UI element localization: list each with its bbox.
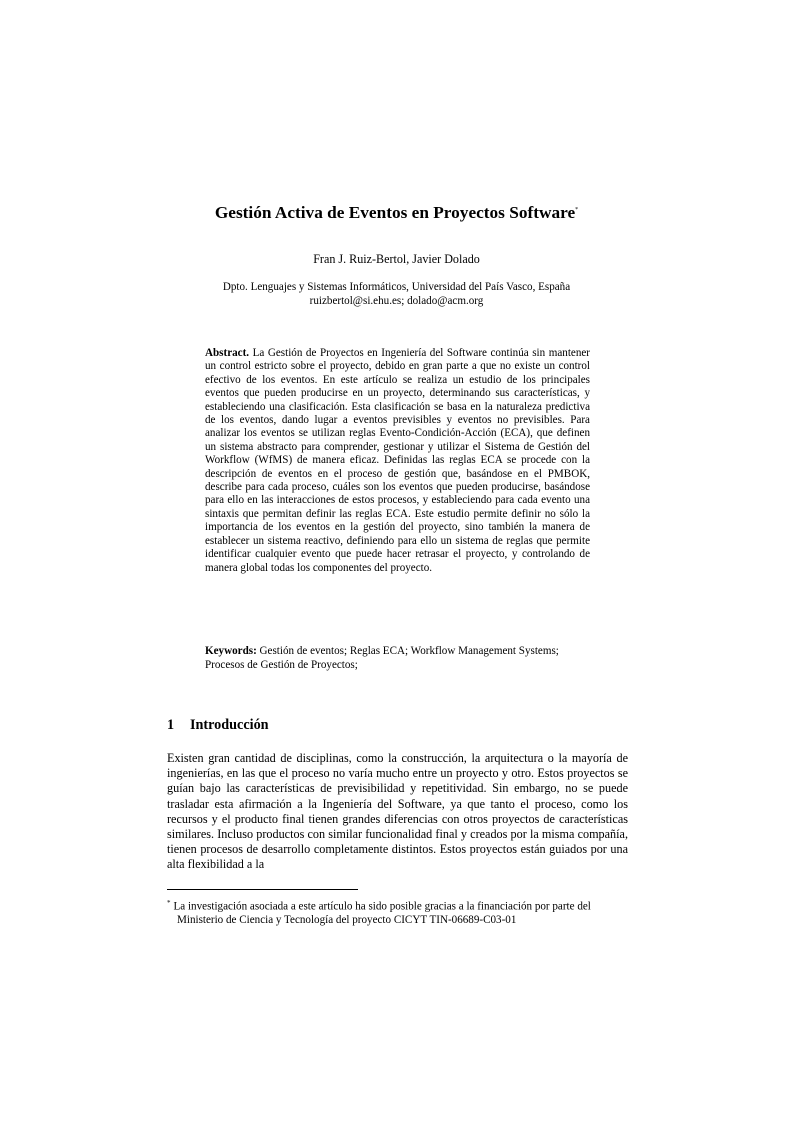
footnote-line-1 [167,897,629,914]
abstract-label: Abstract. [205,347,250,359]
footnote [167,897,629,928]
footnote-line-2: Ministerio de Ciencia y Tecnología del proyecto CICYT TIN-06689-C03-01 [177,914,517,927]
affiliation-emails: ruizbertol@si.ehu.es; dolado@acm.org [309,295,484,307]
intro-paragraph: Existen gran cantidad de disciplinas, como la construcción, la arquitectura o la mayoría de ingenierías, en las que el proceso no varía mucho entre un proyecto y otro. Estos proyectos se guían bajo las características de previsibilidad y repetitividad. Sin embargo, no se puede trasladar esta afirmación a la Ingeniería del Software, ya que tanto el proceso, como los recursos y el producto final tienen grandes diferencias con otros proyectos de características similares. Incluso productos con similar funcionalidad final y creados por la misma compañía, tienen procesos de desarrollo completamente distintos. Estos proyectos están guiados por una alta flexibilidad a la [167,751,628,872]
abstract [205,347,590,575]
author-list: Fran J. Ruiz-Bertol, Javier Dolado [313,252,480,266]
footnote-text-1: La investigación asociada a este artículo ha sido posible gracias a la financiación por parte del [173,900,591,913]
affiliation-institution: Dpto. Lenguajes y Sistemas Informáticos, Universidad del País Vasco, España [222,281,571,293]
footnote-divider [167,889,358,890]
abstract-text: La Gestión de Proyectos en Ingeniería del Software continúa sin mantener un control estricto sobre el proyecto, debido en gran parte a que no existe un control efectivo de los eventos. En este artículo se realiza un estudio de los principales eventos que pueden producirse en un proyecto, determinando sus características, y estableciendo una clasificación. Esta clasificación se basa en la naturaleza predictiva de los eventos, dando lugar a eventos previsibles y eventos no previsibles. Para analizar los eventos se utilizan reglas Evento-Condición-Acción (ECA), que definen un sistema abstracto para comprender, gestionar y utilizar el Sistema de Gestión del Workflow (WfMS) de manera eficaz. Definidas las reglas ECA se procede con la descripción de eventos en el proceso de gestión que, basándose en el PMBOK, describe para cada proceso, cuáles son los eventos que pueden producirse, basándose para ello en las interacciones de estos procesos, y estableciendo para cada evento una sintaxis que permitan definir las reglas ECA. Este estudio permite definir no sólo la importancia de los eventos en la gestión del proyecto, sino también la manera de establecer un sistema reactivo, definiendo para ello un sistema de reglas que permite identificar cualquier evento que puede hacer retrasar el proyecto, y controlando de manera global todas los componentes del proyecto. [205,347,591,574]
affiliation [0,280,793,308]
section-heading [167,716,269,734]
title-footnote-mark: * [575,207,579,213]
section-number: 1 [167,717,175,733]
keywords [205,645,595,672]
section-title: Introducción [190,717,269,733]
paper-title-text: Gestión Activa de Eventos en Proyectos Software [214,202,576,222]
paper-title [0,199,793,224]
keywords-label: Keywords: [205,645,257,657]
footnote-mark: * [167,899,171,907]
keywords-text: Gestión de eventos; Reglas ECA; Workflow Management Systems; Procesos de Gestión de Proyectos; [205,645,559,671]
